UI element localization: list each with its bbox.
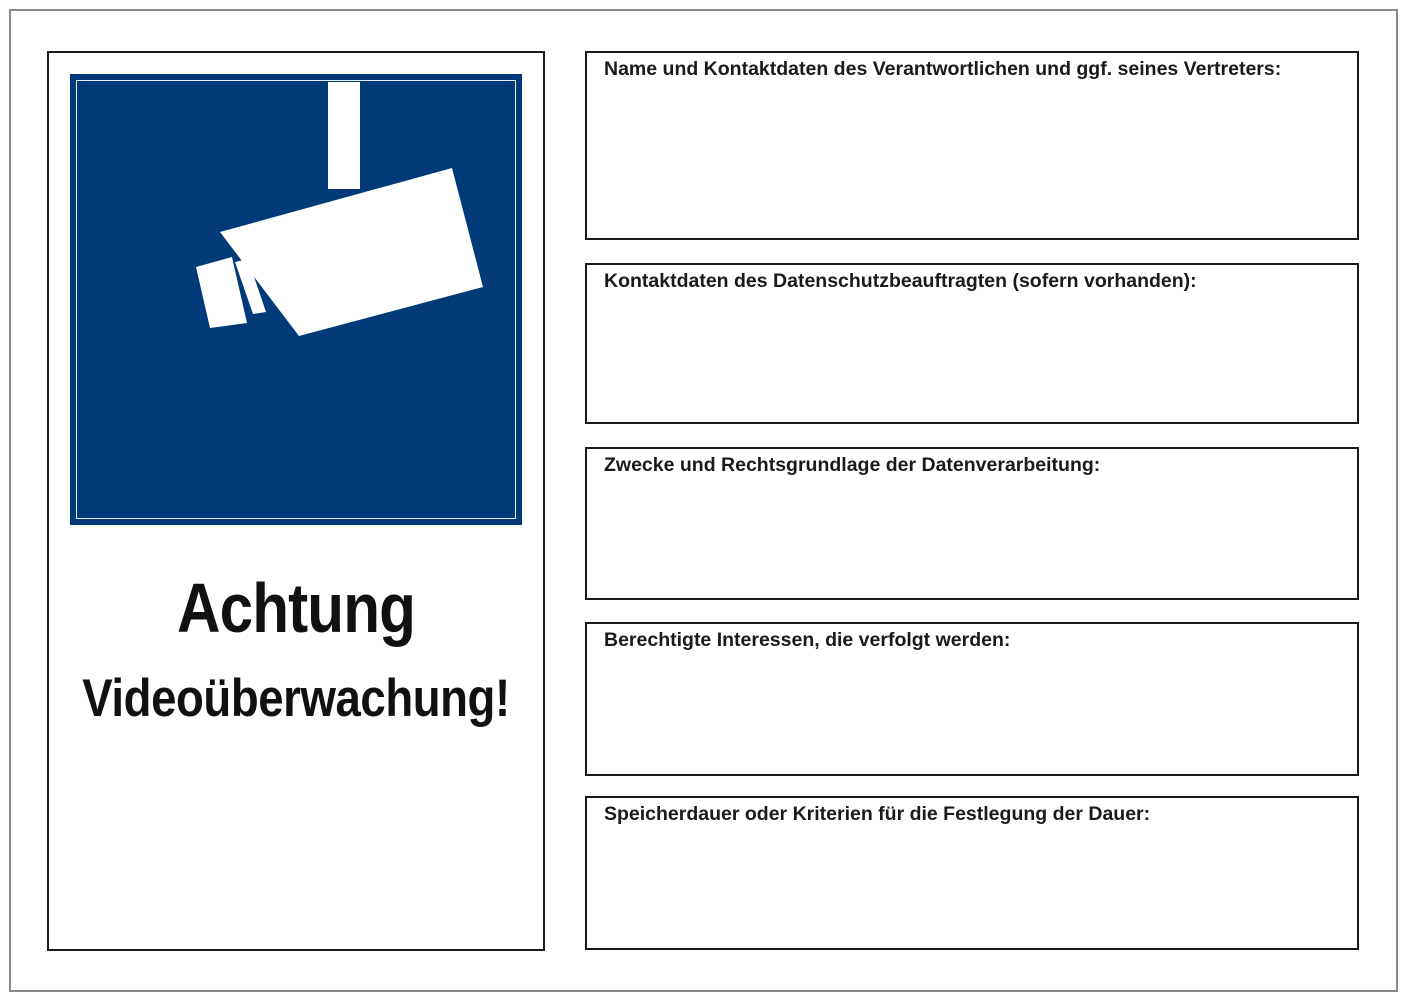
cctv-pictogram xyxy=(70,74,522,525)
field-label: Zwecke und Rechtsgrundlage der Datenverarbeitung: xyxy=(604,454,1101,476)
field-storage-duration xyxy=(585,796,1359,950)
field-dpo-contact xyxy=(585,263,1359,424)
field-purpose-legal-basis xyxy=(585,447,1359,600)
warning-subtitle: Videoüberwachung! xyxy=(82,669,510,728)
field-label: Berechtigte Interessen, die verfolgt werden: xyxy=(604,629,1011,651)
field-label: Kontaktdaten des Datenschutzbeauftragten (sofern vorhanden): xyxy=(604,270,1197,292)
warning-title: Achtung xyxy=(176,569,416,647)
field-label: Name und Kontaktdaten des Verantwortlichen und ggf. seines Vertreters: xyxy=(604,58,1282,80)
field-controller-contact xyxy=(585,51,1359,240)
cctv-camera-icon xyxy=(70,74,522,525)
field-label: Speicherdauer oder Kriterien für die Festlegung der Dauer: xyxy=(604,803,1151,825)
field-legitimate-interests xyxy=(585,622,1359,776)
